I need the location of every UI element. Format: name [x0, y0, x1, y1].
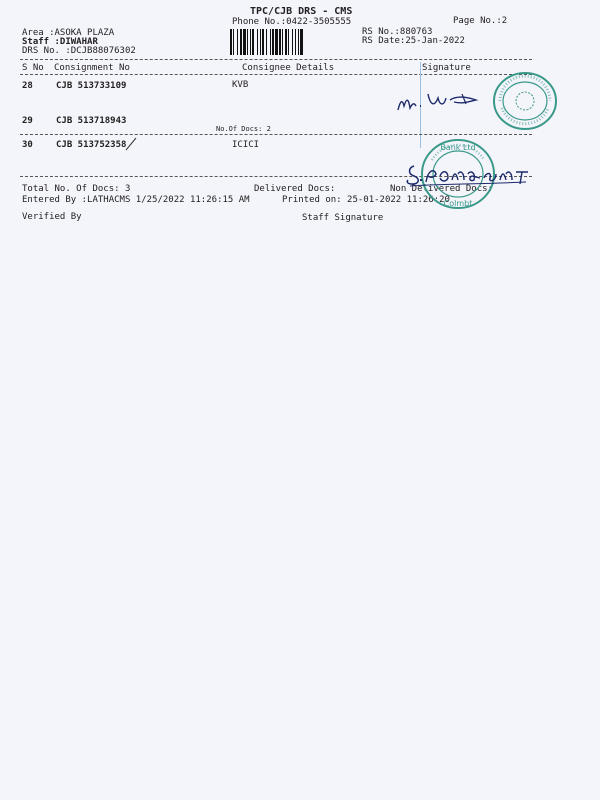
- drs-number: DRS No. :DCJB88076302: [22, 46, 136, 56]
- staff-label: Staff :DIWAHAR: [22, 37, 98, 47]
- barcode: [230, 29, 356, 55]
- total-docs: Total No. Of Docs: 3: [22, 184, 131, 194]
- svg-text:Bank Ltd: Bank Ltd: [440, 143, 476, 152]
- row-29-sno: 29: [22, 116, 33, 126]
- col-consignment: Consignment No: [54, 63, 130, 73]
- row-28-consignee: KVB: [232, 80, 249, 90]
- row-29-consignment: CJB 513718943: [56, 116, 127, 126]
- verified-by: Verified By: [22, 212, 82, 222]
- staff-signature: Staff Signature: [302, 213, 384, 223]
- row-28-consignment: CJB 513733109: [56, 81, 127, 91]
- handwritten-signature-2: [404, 160, 534, 190]
- row-30-consignee: ICICI: [232, 140, 260, 150]
- rs-number: RS No.:880763: [362, 27, 433, 37]
- header-rule-top: [20, 59, 532, 60]
- document-title: TPC/CJB DRS - CMS: [250, 6, 353, 17]
- col-sno: S No: [22, 63, 44, 73]
- header-rule-bottom: [20, 74, 532, 75]
- row-30-consignment: CJB 513752358: [56, 140, 127, 150]
- tick-mark: [124, 136, 140, 152]
- non-delivered-docs: Non Delivered Docs:: [390, 184, 493, 194]
- entered-by: Entered By :LATHACMS 1/25/2022 11:26:15 AM: [22, 195, 250, 205]
- col-signature: Signature: [422, 63, 471, 73]
- phone-number: Phone No.:0422-3505555: [232, 17, 352, 27]
- col-consignee-details: Consignee Details: [242, 63, 335, 73]
- page-number: Page No.:2: [453, 16, 508, 26]
- row-30-sno: 30: [22, 140, 33, 150]
- svg-text:Colmbt: Colmbt: [443, 199, 473, 208]
- bank-stamp-seal: [490, 70, 560, 132]
- printed-on: Printed on: 25-01-2022 11:26:20: [282, 195, 450, 205]
- row-28-sno: 28: [22, 81, 33, 91]
- rs-date: RS Date:25-Jan-2022: [362, 36, 465, 46]
- row-29-docs-count: No.Of Docs: 2: [216, 125, 271, 133]
- delivered-docs: Delivered Docs:: [254, 184, 336, 194]
- handwritten-signature-1: [392, 84, 484, 118]
- area-label: Area :ASOKA PLAZA: [22, 28, 115, 38]
- row-29-rule: [20, 134, 532, 135]
